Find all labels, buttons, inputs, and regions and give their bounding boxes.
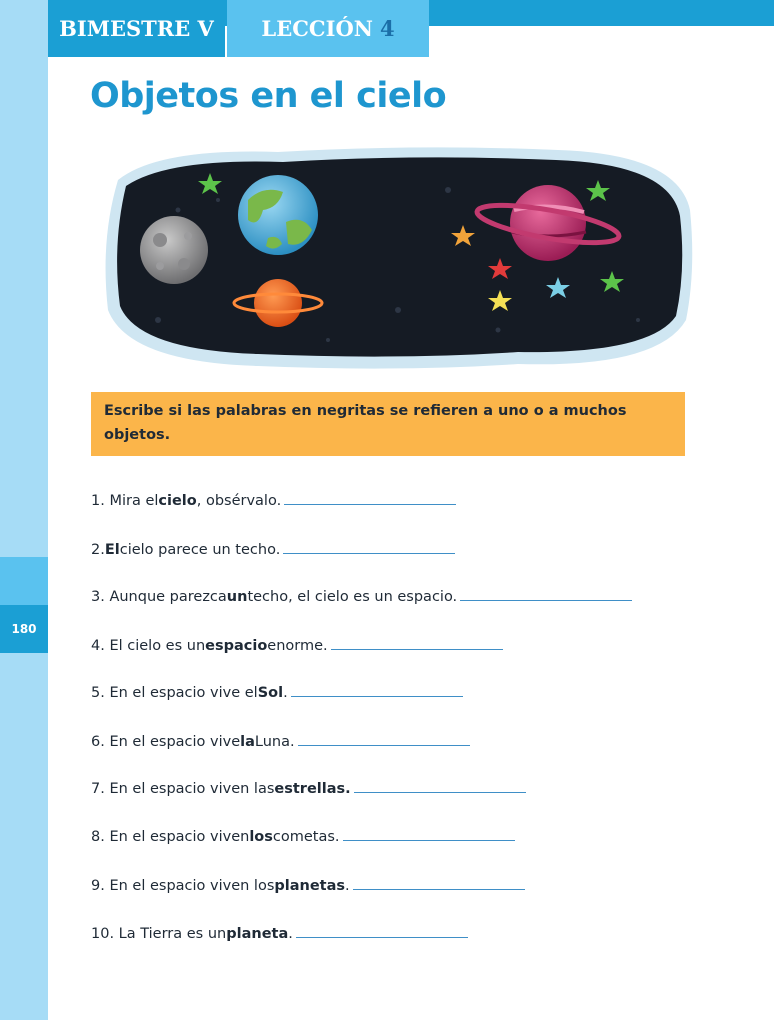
answer-line[interactable] (354, 777, 526, 793)
answer-line[interactable] (296, 922, 468, 938)
moon-icon (140, 216, 208, 284)
answer-line[interactable] (283, 538, 455, 554)
exercise-item: 3. Aunque parezca un techo, el cielo es un espacio. (91, 585, 632, 605)
earth-icon (238, 175, 318, 255)
exercise-item: 2. El cielo parece un techo. (91, 538, 455, 558)
leccion-tab (227, 0, 429, 57)
page-number: 180 (0, 605, 48, 653)
bimestre-tab (48, 0, 225, 57)
exercise-item: 6. En el espacio vive la Luna. (91, 730, 470, 750)
bimestre-label: BIMESTRE V (59, 16, 214, 41)
answer-line[interactable] (353, 874, 525, 890)
answer-line[interactable] (284, 489, 456, 505)
page-title: Objetos en el cielo (90, 76, 447, 116)
answer-line[interactable] (298, 730, 470, 746)
exercise-item: 5. En el espacio vive el Sol . (91, 681, 463, 701)
exercise-item: 9. En el espacio viven los planetas . (91, 874, 525, 894)
exercise-item: 4. El cielo es un espacio enorme. (91, 634, 503, 654)
exercise-item: 8. En el espacio viven los cometas. (91, 825, 515, 845)
exercise-item: 1. Mira el cielo , obsérvalo. (91, 489, 456, 509)
side-strip (0, 0, 48, 1020)
exercise-item: 7. En el espacio viven las estrellas. (91, 777, 526, 797)
instruction-box: Escribe si las palabras en negritas se refieren a uno o a muchos objetos. (91, 392, 685, 456)
exercise-item: 10. La Tierra es un planeta . (91, 922, 468, 942)
answer-line[interactable] (331, 634, 503, 650)
side-accent-block (0, 557, 48, 605)
answer-line[interactable] (291, 681, 463, 697)
answer-line[interactable] (343, 825, 515, 841)
space-illustration (98, 140, 698, 375)
answer-line[interactable] (460, 585, 632, 601)
leccion-label: LECCIÓN (261, 16, 373, 41)
leccion-number: 4 (379, 16, 395, 41)
